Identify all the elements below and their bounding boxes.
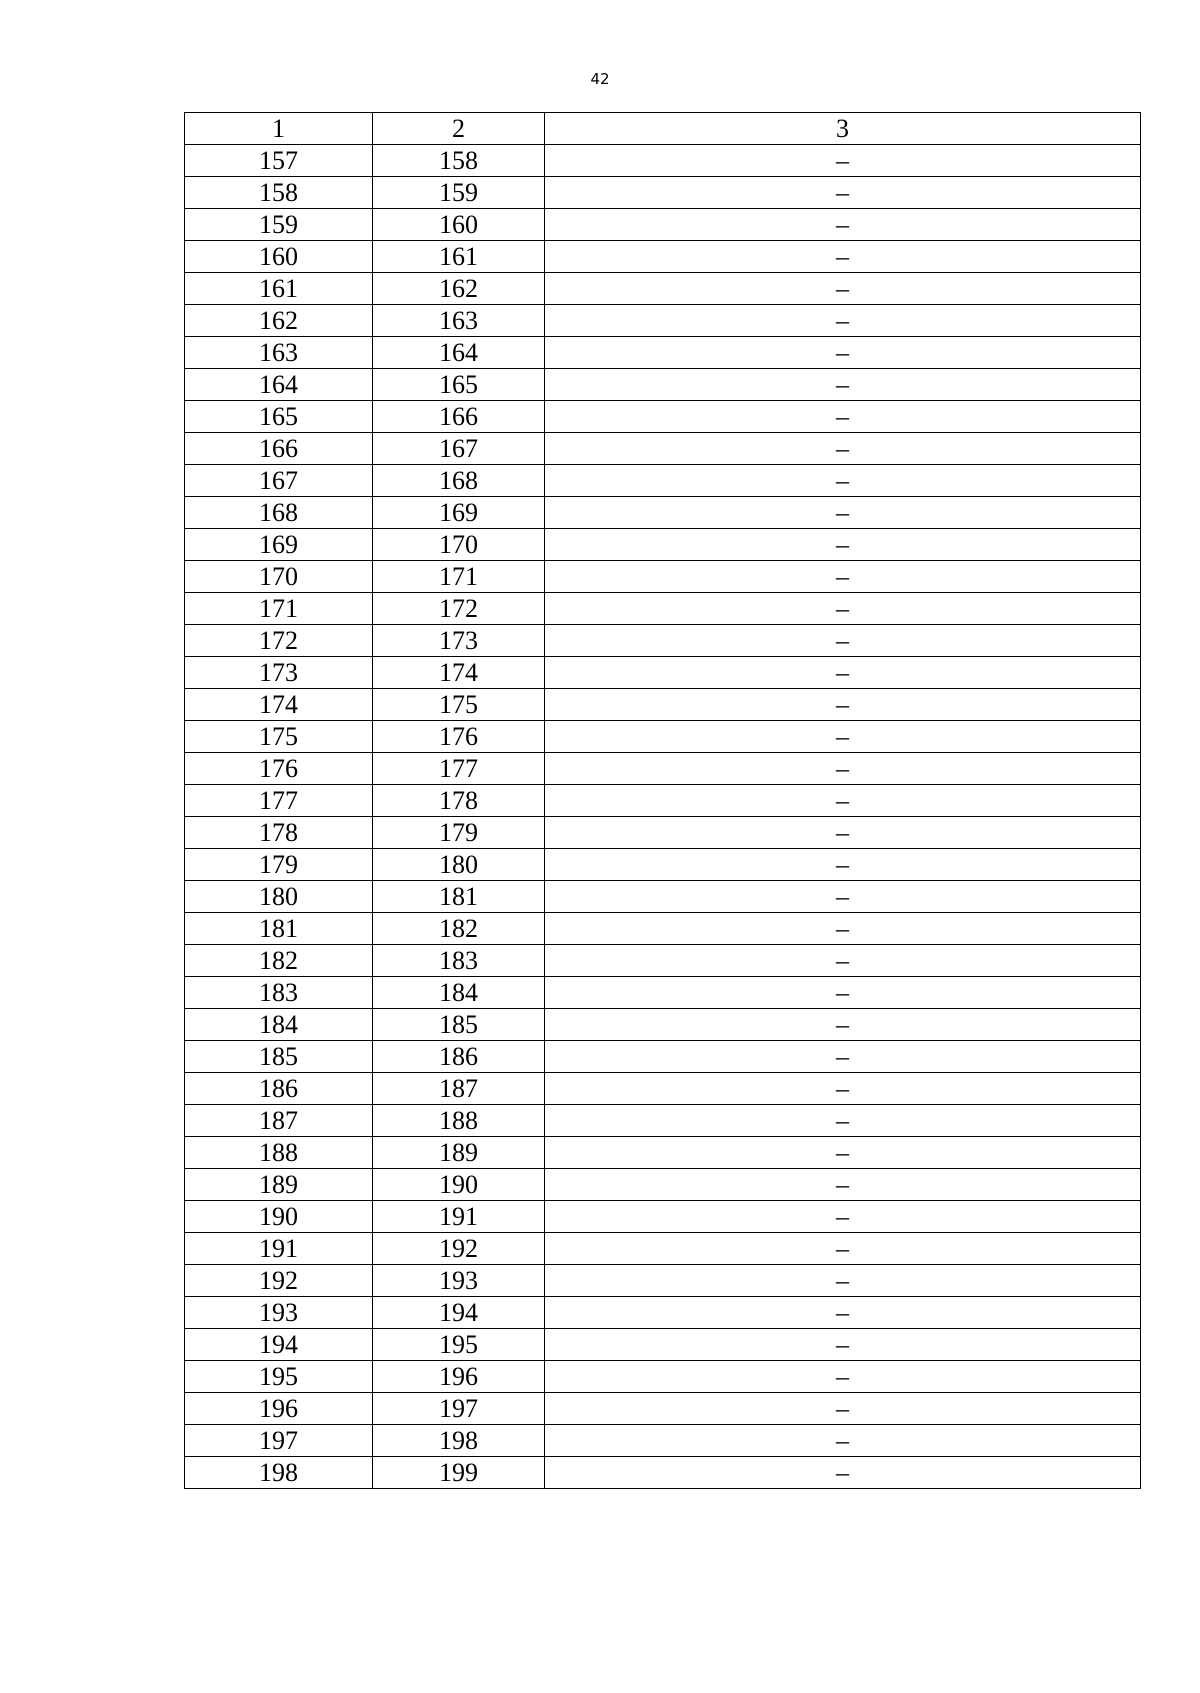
table-cell-col-3: – <box>545 177 1141 209</box>
table-cell-col-3: – <box>545 1329 1141 1361</box>
table-cell-col-3: – <box>545 401 1141 433</box>
table-cell-col-1: 158 <box>185 177 373 209</box>
table-cell-col-3: – <box>545 625 1141 657</box>
table-cell-col-1: 159 <box>185 209 373 241</box>
table-cell-col-2: 173 <box>373 625 545 657</box>
table-cell-col-2: 167 <box>373 433 545 465</box>
column-header-3: 3 <box>545 113 1141 145</box>
table-cell-col-1: 172 <box>185 625 373 657</box>
table-cell-col-3: – <box>545 689 1141 721</box>
table-cell-col-2: 161 <box>373 241 545 273</box>
table-cell-col-2: 172 <box>373 593 545 625</box>
column-header-2: 2 <box>373 113 545 145</box>
table-row <box>185 593 1141 625</box>
table-row <box>185 1265 1141 1297</box>
table-row <box>185 721 1141 753</box>
table-row <box>185 1105 1141 1137</box>
table-cell-col-1: 171 <box>185 593 373 625</box>
table-cell-col-2: 182 <box>373 913 545 945</box>
table-row <box>185 241 1141 273</box>
table-cell-col-2: 192 <box>373 1233 545 1265</box>
table-row <box>185 337 1141 369</box>
table-cell-col-2: 186 <box>373 1041 545 1073</box>
table-row <box>185 369 1141 401</box>
table-cell-col-1: 177 <box>185 785 373 817</box>
table-cell-col-2: 178 <box>373 785 545 817</box>
table-row <box>185 881 1141 913</box>
table-cell-col-3: – <box>545 305 1141 337</box>
table-cell-col-1: 157 <box>185 145 373 177</box>
table-row <box>185 945 1141 977</box>
table-row <box>185 401 1141 433</box>
table-row <box>185 1201 1141 1233</box>
table-cell-col-3: – <box>545 1297 1141 1329</box>
table-cell-col-2: 194 <box>373 1297 545 1329</box>
table-cell-col-2: 166 <box>373 401 545 433</box>
table-cell-col-1: 185 <box>185 1041 373 1073</box>
table-row <box>185 849 1141 881</box>
table-cell-col-2: 184 <box>373 977 545 1009</box>
table-cell-col-2: 180 <box>373 849 545 881</box>
table-cell-col-2: 183 <box>373 945 545 977</box>
table-cell-col-3: – <box>545 977 1141 1009</box>
table-cell-col-1: 164 <box>185 369 373 401</box>
table-cell-col-2: 164 <box>373 337 545 369</box>
table-cell-col-1: 162 <box>185 305 373 337</box>
table-cell-col-3: – <box>545 561 1141 593</box>
table-cell-col-3: – <box>545 1105 1141 1137</box>
table-cell-col-2: 175 <box>373 689 545 721</box>
table-cell-col-3: – <box>545 145 1141 177</box>
table-cell-col-1: 179 <box>185 849 373 881</box>
table-cell-col-1: 166 <box>185 433 373 465</box>
table-cell-col-1: 195 <box>185 1361 373 1393</box>
table-row <box>185 913 1141 945</box>
table-cell-col-2: 159 <box>373 177 545 209</box>
table-cell-col-1: 165 <box>185 401 373 433</box>
table-cell-col-3: – <box>545 1073 1141 1105</box>
table-row <box>185 1137 1141 1169</box>
table-cell-col-2: 165 <box>373 369 545 401</box>
table-cell-col-1: 191 <box>185 1233 373 1265</box>
table-cell-col-2: 160 <box>373 209 545 241</box>
table-cell-col-2: 198 <box>373 1425 545 1457</box>
table-row <box>185 305 1141 337</box>
table-row <box>185 1169 1141 1201</box>
table-cell-col-3: – <box>545 273 1141 305</box>
table-cell-col-1: 182 <box>185 945 373 977</box>
table-cell-col-1: 196 <box>185 1393 373 1425</box>
table-cell-col-3: – <box>545 209 1141 241</box>
table-cell-col-2: 187 <box>373 1073 545 1105</box>
table-cell-col-3: – <box>545 881 1141 913</box>
table-row <box>185 1233 1141 1265</box>
table-cell-col-3: – <box>545 497 1141 529</box>
table-cell-col-2: 179 <box>373 817 545 849</box>
table-cell-col-1: 169 <box>185 529 373 561</box>
table-cell-col-1: 186 <box>185 1073 373 1105</box>
table-row <box>185 657 1141 689</box>
table-row <box>185 1297 1141 1329</box>
table-cell-col-1: 175 <box>185 721 373 753</box>
table-cell-col-1: 183 <box>185 977 373 1009</box>
table-cell-col-1: 181 <box>185 913 373 945</box>
table-cell-col-2: 174 <box>373 657 545 689</box>
table-cell-col-3: – <box>545 753 1141 785</box>
table-cell-col-2: 169 <box>373 497 545 529</box>
table-cell-col-3: – <box>545 1393 1141 1425</box>
table-row <box>185 785 1141 817</box>
table-cell-col-3: – <box>545 1041 1141 1073</box>
table-cell-col-3: – <box>545 465 1141 497</box>
table-row <box>185 465 1141 497</box>
table-cell-col-2: 177 <box>373 753 545 785</box>
table-cell-col-1: 160 <box>185 241 373 273</box>
table-cell-col-1: 192 <box>185 1265 373 1297</box>
table-cell-col-3: – <box>545 785 1141 817</box>
table-cell-col-2: 168 <box>373 465 545 497</box>
table-cell-col-3: – <box>545 1169 1141 1201</box>
table-cell-col-1: 174 <box>185 689 373 721</box>
table-row <box>185 145 1141 177</box>
table-cell-col-2: 158 <box>373 145 545 177</box>
table-row <box>185 1041 1141 1073</box>
table-cell-col-1: 189 <box>185 1169 373 1201</box>
table-cell-col-2: 190 <box>373 1169 545 1201</box>
table-cell-col-3: – <box>545 593 1141 625</box>
table-cell-col-3: – <box>545 721 1141 753</box>
table-cell-col-3: – <box>545 241 1141 273</box>
table-cell-col-1: 161 <box>185 273 373 305</box>
table-cell-col-1: 170 <box>185 561 373 593</box>
table-cell-col-2: 197 <box>373 1393 545 1425</box>
table-row <box>185 529 1141 561</box>
table-cell-col-3: – <box>545 1137 1141 1169</box>
table-cell-col-3: – <box>545 1265 1141 1297</box>
table-row <box>185 561 1141 593</box>
table-cell-col-2: 185 <box>373 1009 545 1041</box>
header-row <box>185 113 1141 145</box>
table-cell-col-1: 193 <box>185 1297 373 1329</box>
column-header-1: 1 <box>185 113 373 145</box>
table-cell-col-1: 167 <box>185 465 373 497</box>
table-cell-col-3: – <box>545 369 1141 401</box>
table-row <box>185 433 1141 465</box>
table-cell-col-1: 187 <box>185 1105 373 1137</box>
table-cell-col-1: 180 <box>185 881 373 913</box>
table-row <box>185 177 1141 209</box>
table-cell-col-1: 194 <box>185 1329 373 1361</box>
table-cell-col-2: 199 <box>373 1457 545 1489</box>
table-cell-col-1: 163 <box>185 337 373 369</box>
table-row <box>185 497 1141 529</box>
table-row <box>185 1457 1141 1489</box>
table-row <box>185 209 1141 241</box>
table-header <box>185 113 1141 145</box>
table-cell-col-1: 168 <box>185 497 373 529</box>
table-cell-col-3: – <box>545 1457 1141 1489</box>
table-row <box>185 1009 1141 1041</box>
table-row <box>185 977 1141 1009</box>
table-cell-col-2: 188 <box>373 1105 545 1137</box>
table-cell-col-2: 171 <box>373 561 545 593</box>
table-cell-col-2: 170 <box>373 529 545 561</box>
table-row <box>185 1393 1141 1425</box>
table-cell-col-3: – <box>545 849 1141 881</box>
table-cell-col-1: 176 <box>185 753 373 785</box>
table-cell-col-1: 197 <box>185 1425 373 1457</box>
table-cell-col-2: 191 <box>373 1201 545 1233</box>
table-cell-col-1: 173 <box>185 657 373 689</box>
page-number: 42 <box>590 70 610 88</box>
table-cell-col-1: 184 <box>185 1009 373 1041</box>
table-row <box>185 1361 1141 1393</box>
table-row <box>185 689 1141 721</box>
table-row <box>185 1073 1141 1105</box>
table-row <box>185 1329 1141 1361</box>
table-cell-col-2: 162 <box>373 273 545 305</box>
table-cell-col-2: 196 <box>373 1361 545 1393</box>
table-cell-col-2: 193 <box>373 1265 545 1297</box>
table-cell-col-1: 188 <box>185 1137 373 1169</box>
table-cell-col-2: 163 <box>373 305 545 337</box>
table-cell-col-3: – <box>545 1009 1141 1041</box>
table-cell-col-3: – <box>545 433 1141 465</box>
table-cell-col-1: 198 <box>185 1457 373 1489</box>
table-row <box>185 1425 1141 1457</box>
table-cell-col-3: – <box>545 1201 1141 1233</box>
table-body <box>185 145 1141 1489</box>
table-cell-col-3: – <box>545 1425 1141 1457</box>
table-cell-col-1: 178 <box>185 817 373 849</box>
table-row <box>185 817 1141 849</box>
table-cell-col-2: 195 <box>373 1329 545 1361</box>
table-row <box>185 753 1141 785</box>
table-row <box>185 625 1141 657</box>
table-cell-col-3: – <box>545 1361 1141 1393</box>
table-cell-col-3: – <box>545 529 1141 561</box>
table-cell-col-2: 181 <box>373 881 545 913</box>
table-cell-col-2: 189 <box>373 1137 545 1169</box>
table-cell-col-3: – <box>545 1233 1141 1265</box>
table-cell-col-3: – <box>545 657 1141 689</box>
table-cell-col-3: – <box>545 337 1141 369</box>
table-row <box>185 273 1141 305</box>
table-cell-col-2: 176 <box>373 721 545 753</box>
table-cell-col-3: – <box>545 817 1141 849</box>
table-cell-col-3: – <box>545 913 1141 945</box>
table-cell-col-3: – <box>545 945 1141 977</box>
table-cell-col-1: 190 <box>185 1201 373 1233</box>
data-table <box>184 112 1141 1489</box>
